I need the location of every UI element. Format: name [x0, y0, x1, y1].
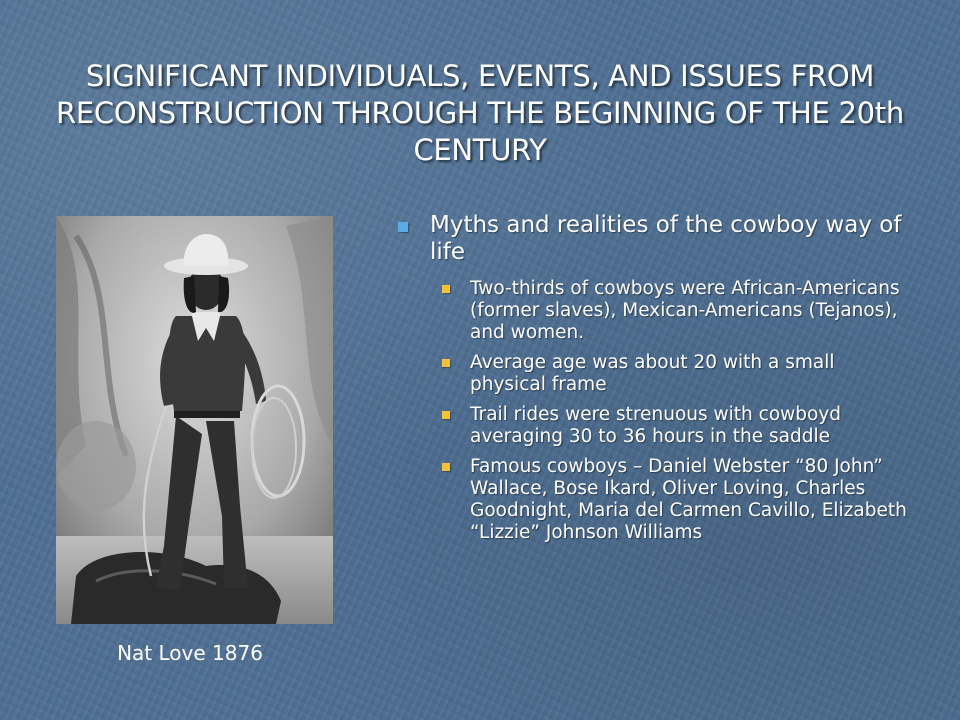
slide-title: SIGNIFICANT INDIVIDUALS, EVENTS, AND ISSUES FROM RECONSTRUCTION THROUGH THE BEGINNING OF THE 20th CENTURY — [56, 59, 904, 167]
bullet-list — [396, 212, 916, 552]
sub-bullet-text: Two-thirds of cowboys were African-Americans (former slaves), Mexican-Americans (Tejanos), and women. — [470, 278, 900, 343]
main-bullet-text: Myths and realities of the cowboy way of life — [430, 212, 902, 265]
sub-bullet-list — [440, 278, 916, 544]
sub-bullet — [440, 278, 916, 344]
sub-bullet-text: Trail rides were strenuous with cowboyd averaging 30 to 36 hours in the saddle — [470, 404, 842, 447]
square-bullet-icon — [442, 285, 450, 293]
sub-bullet-text: Average age was about 20 with a small physical frame — [470, 352, 835, 395]
cowboy-photo — [56, 216, 333, 624]
sub-bullet — [440, 352, 916, 396]
square-bullet-icon — [442, 359, 450, 367]
sub-bullet — [440, 404, 916, 448]
photo-caption: Nat Love 1876 — [117, 641, 263, 665]
sub-bullet-text: Famous cowboys – Daniel Webster “80 John” Wallace, Bose Ikard, Oliver Loving, Charles Goodnight, Maria del Carmen Cavillo, Elizabeth “Lizzie” Johnson Williams — [470, 456, 907, 543]
sub-bullet — [440, 456, 916, 544]
square-bullet-icon — [442, 463, 450, 471]
square-bullet-icon — [442, 411, 450, 419]
square-bullet-icon — [398, 222, 408, 232]
main-bullet — [396, 212, 916, 266]
